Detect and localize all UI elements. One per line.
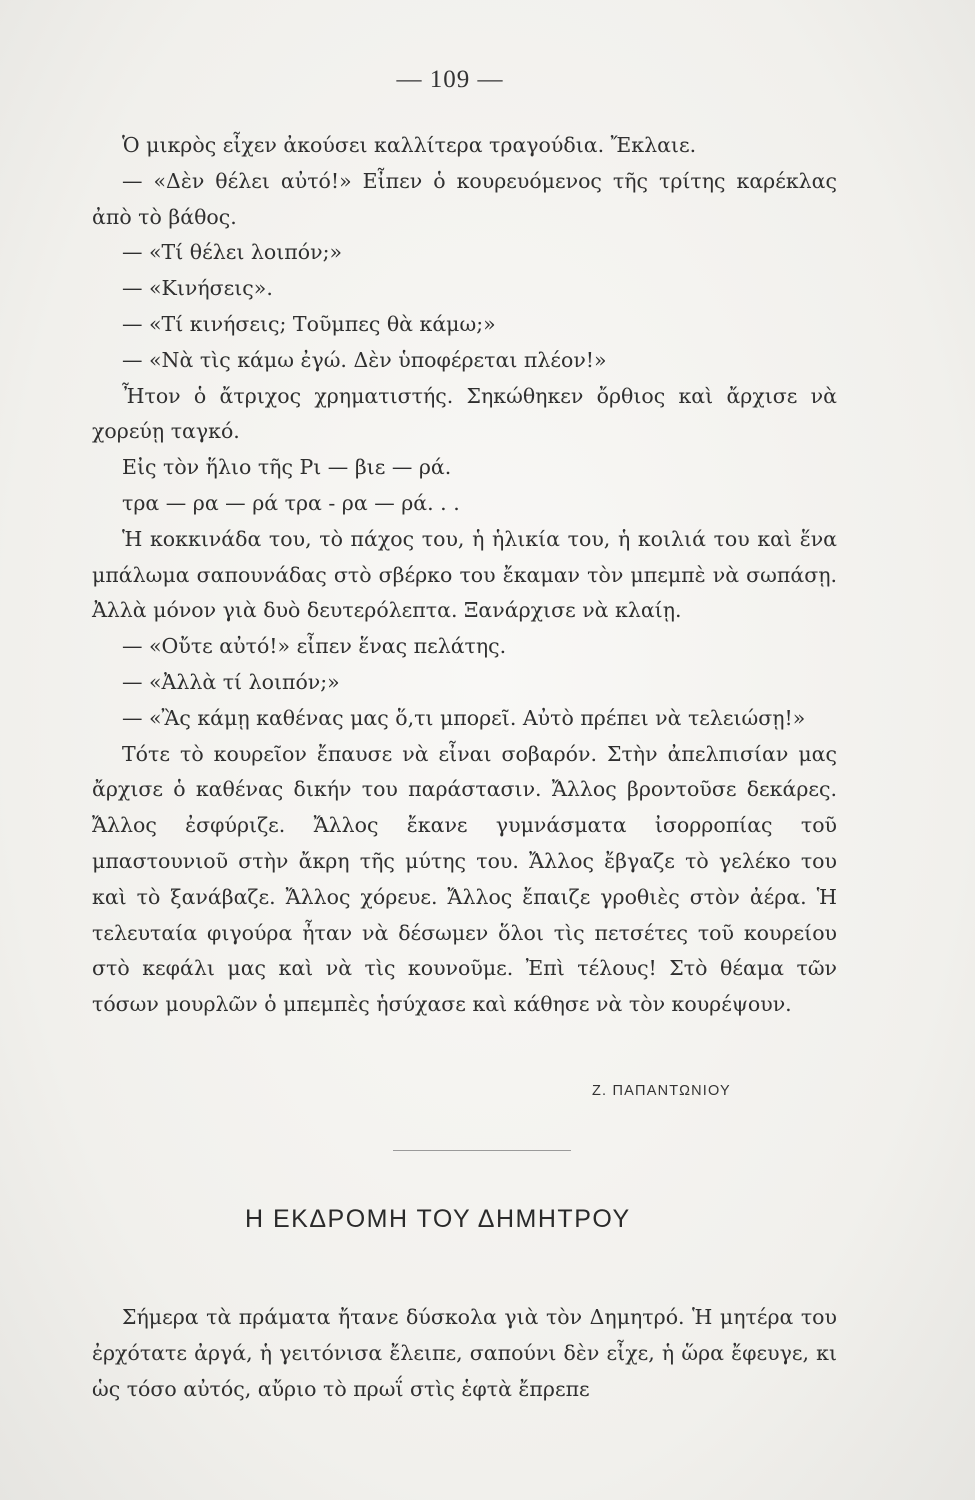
paragraph: — «Ἂς κάμῃ καθένας μας ὅ,τι μπορεῖ. Αὐτὸ πρέπει νὰ τελειώσῃ!»	[122, 705, 806, 730]
page-number: — 109 —	[396, 66, 504, 93]
paragraph: — «Δὲν θέλει αὐτό!» Εἶπεν ὁ κουρευόμενος τῆς τρίτης καρέκλας ἀπὸ τὸ βάθος.	[92, 168, 837, 229]
paragraph: — «Κινήσεις».	[122, 276, 273, 301]
author-signature: Ζ. ΠΑΠΑΝΤΩΝΙΟΥ	[592, 1083, 731, 1099]
paragraph: — «Ἀλλὰ τί λοιπόν;»	[122, 669, 340, 694]
paragraph: Τότε τὸ κουρεῖον ἔπαυσε νὰ εἶναι σοβαρόν. Στὴν ἀπελπισίαν μας ἄρχισε ὁ καθένας δικήν του παράστασιν. Ἄλλος βροντοῦσε δεκάρες. Ἄλλος ἐσφύριζε. Ἄλλος ἔκανε γυμνάσματα ἰσορροπίας τοῦ μπαστουνιοῦ στὴν ἄκρη τῆς μύτης του. Ἄλλος ἔβγαζε τὸ γελέκο του καὶ τὸ ξανάβαζε. Ἄλλος χόρευε. Ἄλλος ἔπαιζε γροθιὲς στὸν ἀέρα. Ἡ τελευταία φιγούρα ἦταν νὰ δέσωμεν ὅλοι τὶς πετσέτες τοῦ κουρείου στὸ κεφάλι μας καὶ νὰ τὶς κουνοῦμε. Ἐπὶ τέλους! Στὸ θέαμα τῶν τόσων μουρλῶν ὁ μπεμπὲς ἡσύχασε καὶ κάθησε νὰ τὸν κουρέψουν.	[92, 741, 837, 1017]
paragraph: Σήμερα τὰ πράματα ἤτανε δύσκολα γιὰ τὸν Δημητρό. Ἡ μητέρα του ἐρχότατε ἀργά, ἡ γειτόνισα ἔλειπε, σαπούνι δὲν εἶχε, ἡ ὥρα ἔφευγε, κι ὡς τόσο αὐτός, αὔριο τὸ πρωΐ στὶς ἑφτὰ ἔπρεπε	[92, 1305, 837, 1401]
paragraph: Ἦτον ὁ ἄτριχος χρηματιστής. Σηκώθηκεν ὄρθιος καὶ ἄρχισε νὰ χορεύῃ ταγκό.	[92, 383, 837, 444]
story-body	[92, 128, 837, 1023]
paragraph: — «Τί κινήσεις; Τοῦμπες θὰ κάμω;»	[122, 311, 496, 336]
paragraph: τρα — ρα — ρά τρα - ρα — ρά. . .	[122, 490, 460, 515]
paragraph: Ἡ κοκκινάδα του, τὸ πάχος του, ἡ ἡλικία του, ἡ κοιλιά του καὶ ἕνα μπάλωμα σαπουνάδας στὸ σβέρκο του ἔκαμαν τὸν μπεμπὲ νὰ σωπάσῃ. Ἀλλὰ μόνον γιὰ δυὸ δευτερόλεπτα. Ξανάρχισε νὰ κλαίῃ.	[92, 526, 837, 623]
paragraph: — «Νὰ τὶς κάμω ἐγώ. Δὲν ὑποφέρεται πλέον!»	[122, 347, 607, 372]
paragraph: Εἰς τὸν ἥλιο τῆς Ρι — βιε — ρά.	[122, 455, 452, 480]
section-divider	[393, 1150, 571, 1151]
paragraph: — «Οὔτε αὐτό!» εἶπεν ἕνας πελάτης.	[122, 634, 507, 659]
next-story-body	[92, 1300, 837, 1407]
paragraph: — «Τί θέλει λοιπόν;»	[122, 240, 343, 265]
chapter-title: Η ΕΚΔΡΟΜΗ ΤΟΥ ΔΗΜΗΤΡΟΥ	[245, 1205, 631, 1233]
paragraph: Ὁ μικρὸς εἶχεν ἀκούσει καλλίτερα τραγούδια. Ἔκλαιε.	[122, 133, 697, 157]
